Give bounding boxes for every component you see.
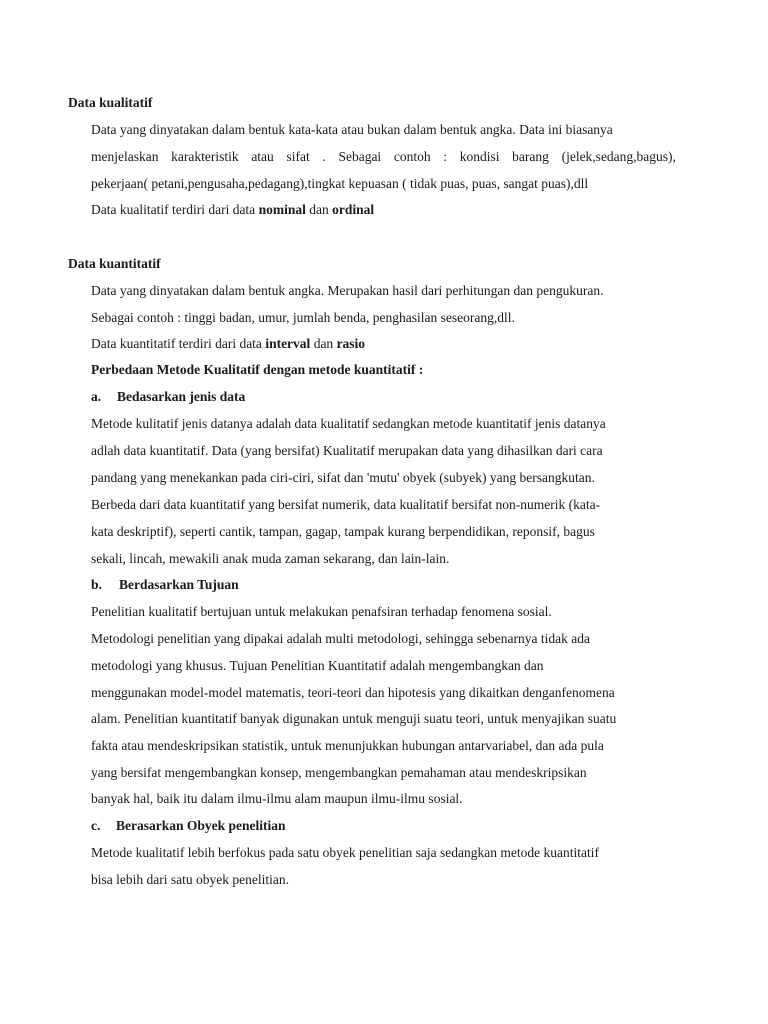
paragraph-line: Berbeda dari data kuantitatif yang bersifat numerik, data kualitatif bersifat non-numerik (kata-: [91, 497, 601, 512]
paragraph-line: banyak hal, baik itu dalam ilmu-ilmu alam maupun ilmu-ilmu sosial.: [91, 791, 463, 806]
paragraph-line: metodologi yang khusus. Tujuan Penelitian Kuantitatif adalah mengembangkan dan: [91, 658, 544, 673]
comparison-heading: Perbedaan Metode Kualitatif dengan metode kuantitatif :: [91, 362, 424, 377]
list-item-title: Berdasarkan Tujuan: [119, 577, 239, 592]
word: :: [443, 149, 448, 164]
term-nominal: nominal: [258, 202, 306, 217]
paragraph-line: kata deskriptif), seperti cantik, tampan, gagap, tampak kurang berpendidikan, reponsif, bagus: [91, 524, 595, 539]
term-ordinal: ordinal: [332, 202, 375, 217]
paragraph-line: adlah data kuantitatif. Data (yang bersifat) Kualitatif merupakan data yang dihasilkan dari cara: [91, 443, 603, 458]
word: karakteristik: [171, 149, 239, 164]
word: .: [322, 149, 326, 164]
word: kondisi: [459, 149, 500, 164]
text: dan: [305, 202, 333, 217]
paragraph-line: bisa lebih dari satu obyek penelitian.: [91, 872, 289, 887]
paragraph-line-types: [91, 335, 365, 353]
text: dan: [310, 336, 337, 351]
word: atau: [251, 149, 274, 164]
paragraph-line: Metode kualitatif lebih berfokus pada satu obyek penelitian saja sedangkan metode kuantitatif: [91, 845, 599, 860]
word: menjelaskan: [91, 149, 159, 164]
paragraph-line: Data yang dinyatakan dalam bentuk angka. Merupakan hasil dari perhitungan dan pengukuran.: [91, 283, 604, 298]
word: sifat: [286, 149, 310, 164]
list-item-heading-b: [91, 576, 239, 594]
paragraph-line: Penelitian kualitatif bertujuan untuk melakukan penafsiran terhadap fenomena sosial.: [91, 604, 552, 619]
list-item-title: Bedasarkan jenis data: [117, 389, 246, 404]
list-item-heading-a: [91, 388, 245, 406]
paragraph-line: Sebagai contoh : tinggi badan, umur, jumlah benda, penghasilan seseorang,dll.: [91, 310, 515, 325]
list-marker: a.: [91, 389, 102, 404]
term-interval: interval: [265, 336, 311, 351]
list-item-title: Berasarkan Obyek penelitian: [116, 818, 286, 833]
paragraph-line: pekerjaan( petani,pengusaha,pedagang),tingkat kepuasan ( tidak puas, puas, sangat puas),dll: [91, 176, 589, 191]
paragraph-line: yang bersifat mengembangkan konsep, mengembangkan pemahaman atau mendeskripsikan: [91, 765, 587, 780]
list-marker: c.: [91, 818, 101, 833]
paragraph-line: fakta atau mendeskripsikan statistik, untuk menunjukkan hubungan antarvariabel, dan ada pula: [91, 738, 604, 753]
paragraph-line-justified: [91, 148, 676, 166]
paragraph-line: Metodologi penelitian yang dipakai adalah multi metodologi, sehingga sebenarnya tidak ada: [91, 631, 590, 646]
list-marker: b.: [91, 577, 102, 592]
paragraph-line: Metode kulitatif jenis datanya adalah data kualitatif sedangkan metode kuantitatif jenis datanya: [91, 416, 606, 431]
heading-data-kuantitatif: Data kuantitatif: [68, 256, 161, 271]
heading-data-kualitatif: Data kualitatif: [68, 95, 153, 110]
term-rasio: rasio: [336, 336, 366, 351]
list-item-heading-c: [91, 817, 286, 835]
word: (jelek,sedang,bagus),: [561, 149, 676, 164]
paragraph-line: pandang yang menekankan pada ciri-ciri, sifat dan 'mutu' obyek (subyek) yang bersangkutan.: [91, 470, 595, 485]
word: barang: [512, 149, 549, 164]
text: Data kualitatif terdiri dari data: [91, 202, 259, 217]
paragraph-line: alam. Penelitian kuantitatif banyak digunakan untuk menguji suatu teori, untuk menyajikan suatu: [91, 711, 617, 726]
text: Data kuantitatif terdiri dari data: [91, 336, 266, 351]
paragraph-line: menggunakan model-model matematis, teori-teori dan hipotesis yang dikaitkan denganfenomena: [91, 685, 615, 700]
paragraph-line-types: [91, 201, 374, 219]
word: Sebagai: [338, 149, 382, 164]
word: contoh: [393, 149, 431, 164]
paragraph-line: Data yang dinyatakan dalam bentuk kata-kata atau bukan dalam bentuk angka. Data ini biasanya: [91, 122, 613, 137]
paragraph-line: sekali, lincah, mewakili anak muda zaman sekarang, dan lain-lain.: [91, 551, 450, 566]
